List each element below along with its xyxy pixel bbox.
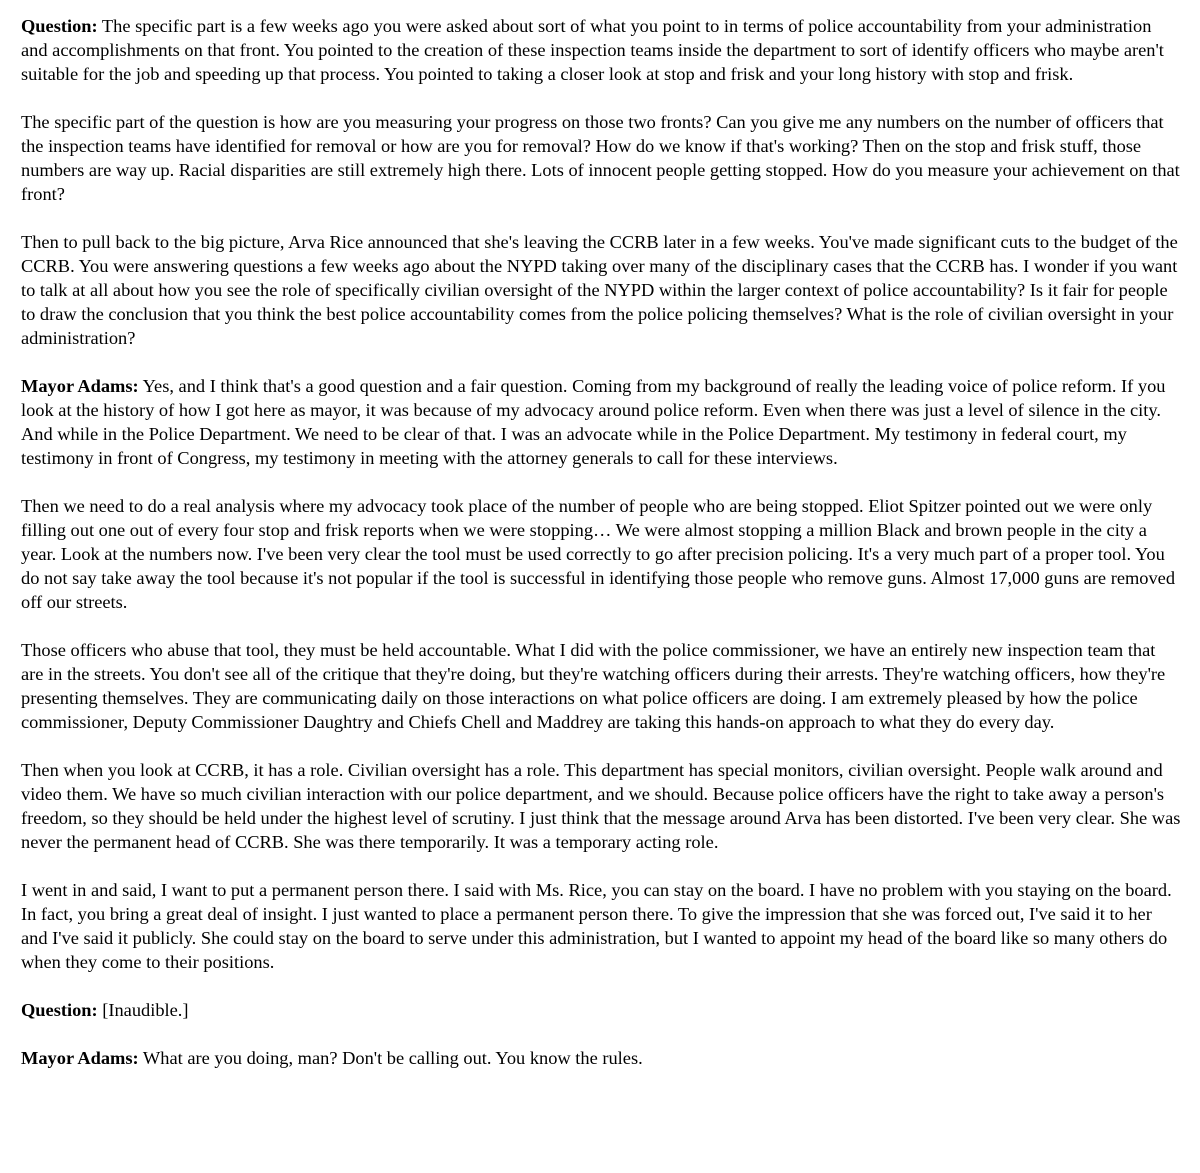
- transcript-paragraph: [21, 998, 1181, 1022]
- paragraph-text: Then we need to do a real analysis where my advocacy took place of the number of people who are being stopped. Eliot Spitzer pointed out we were only filling out one out of every four stop and frisk reports when we were stopping… We were almost stopping a million Black and brown people in the city a year. Look at the numbers now. I've been very clear the tool must be used correctly to go after precision policing. It's a very much part of a proper tool. You do not say take away the tool because it's not popular if the tool is successful in identifying those people who remove guns. Almost 17,000 guns are removed off our streets.: [21, 496, 1176, 612]
- transcript-document: [21, 14, 1181, 1094]
- paragraph-text: What are you doing, man? Don't be calling out. You know the rules.: [138, 1048, 643, 1068]
- transcript-paragraph: [21, 374, 1181, 470]
- speaker-label: Question:: [21, 1000, 98, 1020]
- speaker-label: Question:: [21, 16, 98, 36]
- transcript-paragraph: [21, 494, 1181, 614]
- transcript-paragraph: [21, 638, 1181, 734]
- paragraph-text: Yes, and I think that's a good question and a fair question. Coming from my background of really the leading voice of police reform. If you look at the history of how I got here as mayor, it was because of my advocacy around police reform. Even when there was just a level of silence in the city. And while in the Police Department. We need to be clear of that. I was an advocate while in the Police Department. My testimony in federal court, my testimony in front of Congress, my testimony in meeting with the attorney generals to call for these interviews.: [21, 376, 1166, 468]
- paragraph-text: I went in and said, I want to put a permanent person there. I said with Ms. Rice, you can stay on the board. I have no problem with you staying on the board. In fact, you bring a great deal of insight. I just wanted to place a permanent person there. To give the impression that she was forced out, I've said it to her and I've said it publicly. She could stay on the board to serve under this administration, but I wanted to appoint my head of the board like so many others do when they come to their positions.: [21, 880, 1172, 972]
- paragraph-text: Then to pull back to the big picture, Arva Rice announced that she's leaving the CCRB later in a few weeks. You've made significant cuts to the budget of the CCRB. You were answering questions a few weeks ago about the NYPD taking over many of the disciplinary cases that the CCRB has. I wonder if you want to talk at all about how you see the role of specifically civilian oversight of the NYPD within the larger context of police accountability? Is it fair for people to draw the conclusion that you think the best police accountability comes from the police policing themselves? What is the role of civilian oversight in your administration?: [21, 232, 1178, 348]
- paragraph-text: Then when you look at CCRB, it has a role. Civilian oversight has a role. This department has special monitors, civilian oversight. People walk around and video them. We have so much civilian interaction with our police department, and we should. Because police officers have the right to take away a person's freedom, so they should be held under the highest level of scrutiny. I just think that the message around Arva has been distorted. I've been very clear. She was never the permanent head of CCRB. She was there temporarily. It was a temporary acting role.: [21, 760, 1181, 852]
- transcript-paragraph: [21, 230, 1181, 350]
- paragraph-text: Those officers who abuse that tool, they must be held accountable. What I did with the police commissioner, we have an entirely new inspection team that are in the streets. You don't see all of the critique that they're doing, but they're watching officers during their arrests. They're watching officers, how they're presenting themselves. They are communicating daily on those interactions on what police officers are doing. I am extremely pleased by how the police commissioner, Deputy Commissioner Daughtry and Chiefs Chell and Maddrey are taking this hands-on approach to what they do every day.: [21, 640, 1166, 732]
- transcript-paragraph: [21, 878, 1181, 974]
- transcript-paragraph: [21, 1046, 1181, 1070]
- speaker-label: Mayor Adams:: [21, 1048, 139, 1068]
- paragraph-text: [Inaudible.]: [97, 1000, 189, 1020]
- transcript-paragraph: [21, 14, 1181, 86]
- transcript-paragraph: [21, 758, 1181, 854]
- paragraph-text: The specific part of the question is how are you measuring your progress on those two fronts? Can you give me any numbers on the number of officers that the inspection teams have identified for removal or how are you for removal? How do we know if that's working? Then on the stop and frisk stuff, those numbers are way up. Racial disparities are still extremely high there. Lots of innocent people getting stopped. How do you measure your achievement on that front?: [21, 112, 1180, 204]
- transcript-paragraph: [21, 110, 1181, 206]
- speaker-label: Mayor Adams:: [21, 376, 139, 396]
- paragraph-text: The specific part is a few weeks ago you were asked about sort of what you point to in terms of police accountability from your administration and accomplishments on that front. You pointed to the creation of these inspection teams inside the department to sort of identify officers who maybe aren't suitable for the job and speeding up that process. You pointed to taking a closer look at stop and frisk and your long history with stop and frisk.: [21, 16, 1164, 84]
